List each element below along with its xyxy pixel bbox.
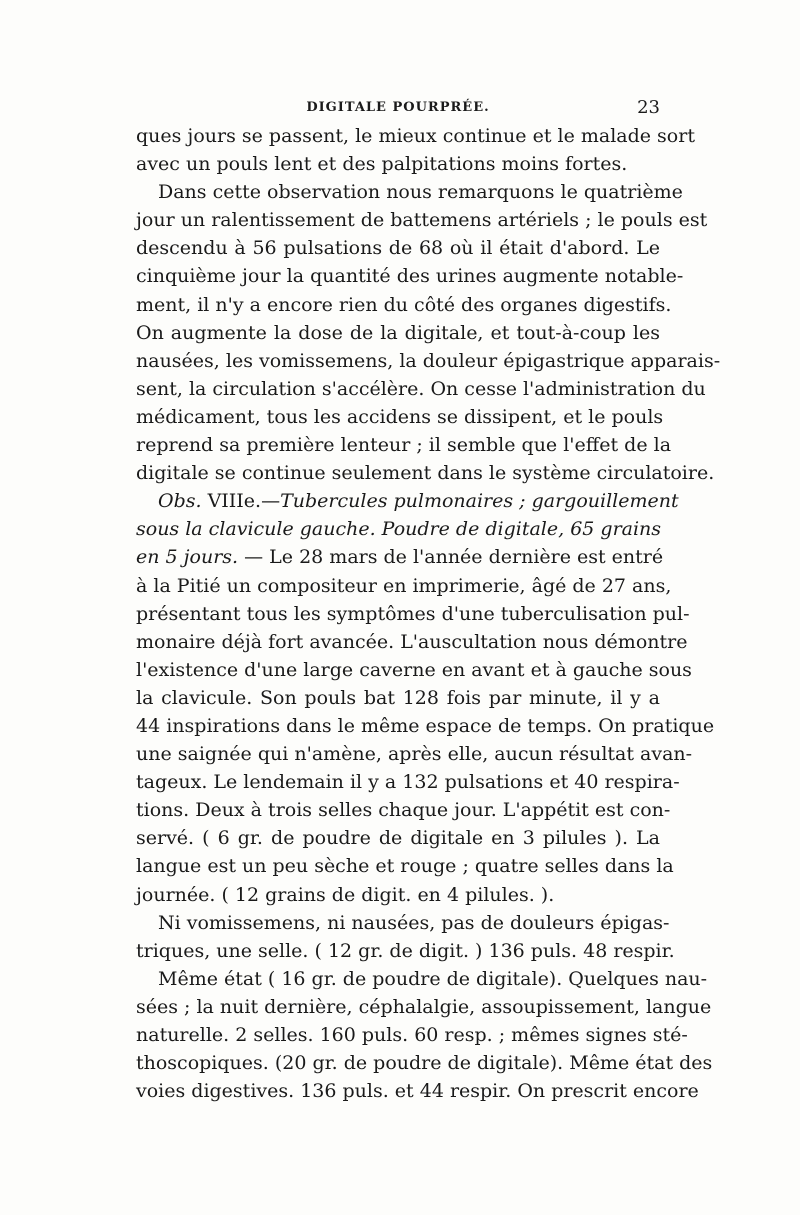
text-line: monaire déjà fort avancée. L'auscultation nous démontre xyxy=(136,630,688,653)
text-line: servé. ( 6 gr. de poudre de digitale en 3 pilules ). La xyxy=(136,827,660,850)
text-line: avec un pouls lent et des palpitations moins fortes. xyxy=(136,153,628,176)
text-line: jour un ralentissement de battemens artériels ; le pouls est xyxy=(136,209,708,232)
body-text xyxy=(136,122,721,1105)
text-line: digitale se continue seulement dans le système circulatoire. xyxy=(136,462,715,485)
text-line: sées ; la nuit dernière, céphalalgie, assoupissement, langue xyxy=(136,995,712,1018)
text-line: Dans cette observation nous remarquons le quatrième xyxy=(158,181,683,204)
text-line: à la Pitié un compositeur en imprimerie, âgé de 27 ans, xyxy=(136,574,672,597)
text-line: Même état ( 16 gr. de poudre de digitale). Quelques nau- xyxy=(158,967,708,990)
text-line: thoscopiques. (20 gr. de poudre de digitale). Même état des xyxy=(136,1052,713,1075)
page-number: 23 xyxy=(637,97,660,118)
text-line: nausées, les vomissemens, la douleur épigastrique apparais- xyxy=(136,349,721,372)
text-line: On augmente la dose de la digitale, et tout-à-coup les xyxy=(136,321,660,344)
text-line: tageux. Le lendemain il y a 132 pulsations et 40 respira- xyxy=(136,771,680,794)
text-line: l'existence d'une large caverne en avant et à gauche sous xyxy=(136,658,692,681)
text-line: reprend sa première lenteur ; il semble que l'effet de la xyxy=(136,434,672,457)
text-line: la clavicule. Son pouls bat 128 fois par minute, il y a xyxy=(136,686,660,709)
text-line: langue est un peu sèche et rouge ; quatre selles dans la xyxy=(136,855,674,878)
running-head xyxy=(136,97,660,122)
text-line: 44 inspirations dans le même espace de temps. On pratique xyxy=(136,714,715,737)
text-line-italic: sous la clavicule gauche. Poudre de digitale, 65 grains xyxy=(136,518,662,541)
text-line: présentant tous les symptômes d'une tuberculisation pul- xyxy=(136,602,690,625)
text-line: ques jours se passent, le mieux continue et le malade sort xyxy=(136,125,695,147)
text-line: sent, la circulation s'accélère. On cesse l'administration du xyxy=(136,377,706,400)
text-line: naturelle. 2 selles. 160 puls. 60 resp. ; mêmes signes sté- xyxy=(136,1024,688,1046)
text-line: triques, une selle. ( 12 gr. de digit. ) 136 puls. 48 respir. xyxy=(136,939,675,962)
text-line: une saignée qui n'amène, après elle, aucun résultat avan- xyxy=(136,743,693,766)
text-line: journée. ( 12 grains de digit. en 4 pilules. ). xyxy=(136,883,555,906)
text-line: tions. Deux à trois selles chaque jour. L'appétit est con- xyxy=(136,799,671,822)
text-line: Ni vomissemens, ni nausées, pas de douleurs épigas- xyxy=(158,911,670,934)
text-line: voies digestives. 136 puls. et 44 respir. On prescrit encore xyxy=(136,1080,699,1103)
running-title: DIGITALE POURPRÉE. xyxy=(306,100,490,115)
text-line: en 5 jours. — Le 28 mars de l'année dernière est entré xyxy=(136,546,664,569)
text-line: cinquième jour la quantité des urines augmente notable- xyxy=(136,265,684,288)
text-line: ment, il n'y a encore rien du côté des organes digestifs. xyxy=(136,293,672,316)
text-line: médicament, tous les accidens se dissipent, et le pouls xyxy=(136,405,664,428)
text-line: descendu à 56 pulsations de 68 où il était d'abord. Le xyxy=(136,237,660,260)
text-line: Obs. VIIIe.—Tubercules pulmonaires ; gargouillement xyxy=(158,490,679,513)
